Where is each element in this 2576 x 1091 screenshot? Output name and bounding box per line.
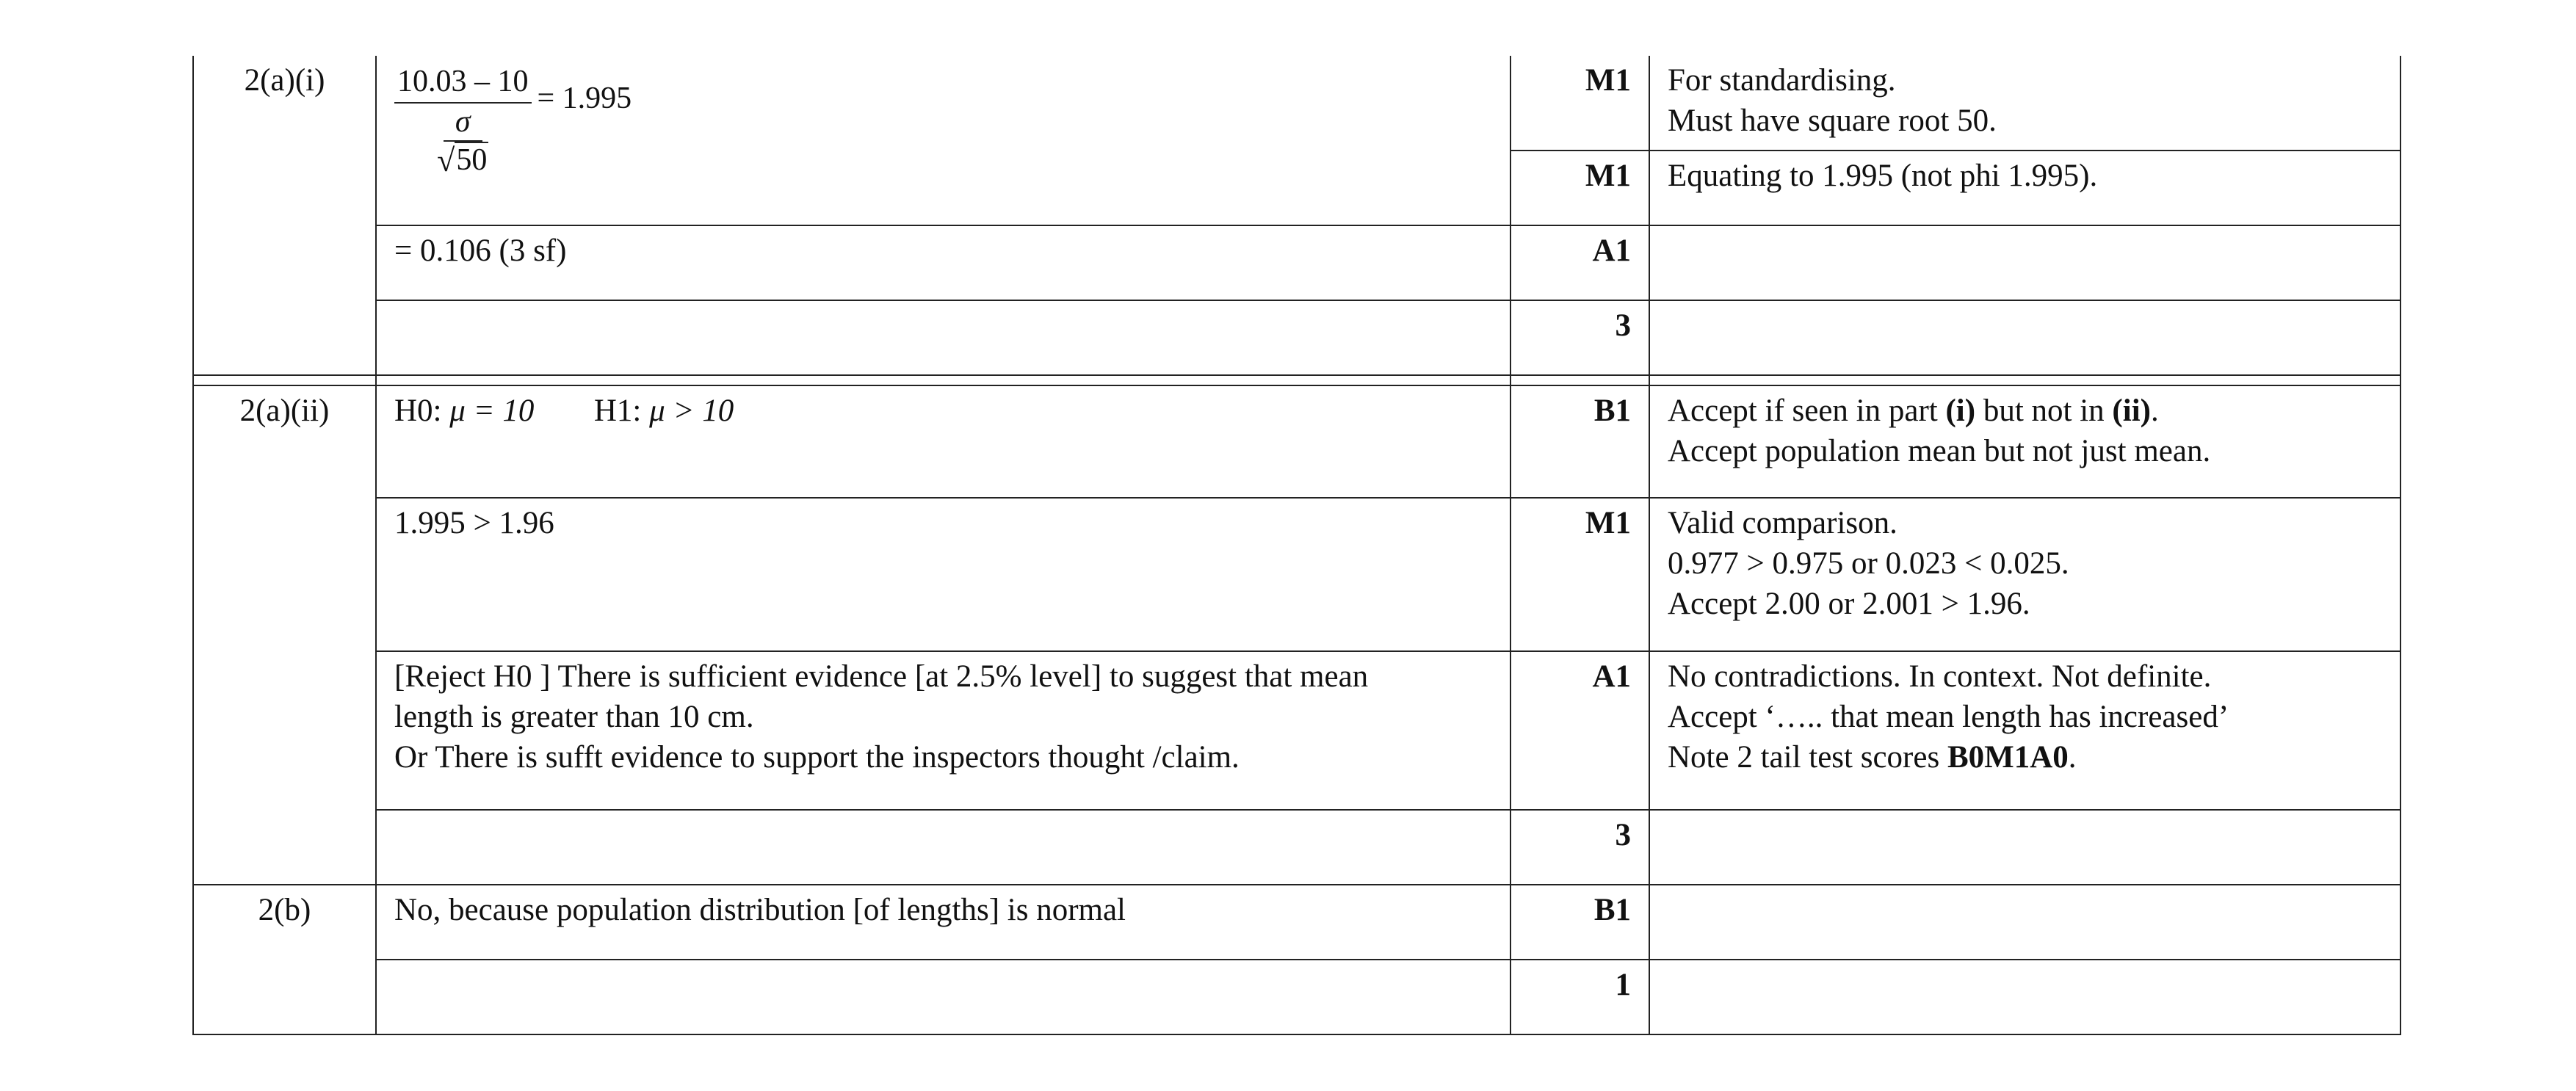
guidance-cell	[1649, 225, 2400, 300]
h0-expression: μ = 10	[449, 394, 535, 428]
guidance-cell	[1649, 651, 2400, 810]
radical-sign: √	[437, 142, 455, 179]
conclusion-text: Or There is sufft evidence to support the inspectors thought /claim.	[394, 740, 1240, 775]
guidance-text: No contradictions. In context. Not definite.	[1668, 659, 2212, 694]
working-text: No, because population distribution [of lengths] is normal	[376, 885, 1510, 960]
mark-code: A1	[1510, 651, 1649, 810]
table-row	[193, 810, 2400, 885]
conclusion-cell	[376, 651, 1510, 810]
square-root	[437, 142, 488, 177]
conclusion-text: length is greater than 10 cm.	[394, 700, 754, 735]
table-row	[193, 960, 2400, 1034]
hypotheses-cell	[376, 385, 1510, 498]
section-divider	[193, 375, 2400, 385]
guidance-cell	[1649, 960, 2400, 1034]
guidance-text: Accept population mean but not just mean.	[1668, 434, 2211, 469]
standardising-fraction	[394, 60, 632, 177]
question-number: 2(a)(ii)	[193, 385, 376, 885]
working-cell	[376, 300, 1510, 375]
guidance-text: Valid comparison.	[1668, 506, 1897, 540]
h1-expression: μ > 10	[649, 394, 734, 428]
guidance-cell	[1649, 385, 2400, 498]
guidance-text: Accept if seen in part (i) but not in (ii).	[1668, 394, 2159, 428]
table-row	[193, 300, 2400, 375]
table-row	[193, 56, 2400, 151]
mark-code: B1	[1510, 385, 1649, 498]
guidance-text: 0.977 > 0.975 or 0.023 < 0.025.	[1668, 546, 2069, 581]
h1-label: H1:	[593, 394, 642, 428]
mark-code: M1	[1510, 56, 1649, 151]
working-cell	[376, 56, 1510, 225]
sigma-symbol: σ	[444, 104, 482, 142]
h0-label: H0:	[394, 394, 442, 428]
mark-code: B1	[1510, 885, 1649, 960]
working-cell	[376, 960, 1510, 1034]
working-cell	[376, 810, 1510, 885]
mark-scheme-table	[192, 56, 2401, 1035]
guidance-text: Accept 2.00 or 2.001 > 1.96.	[1668, 587, 2030, 622]
table-row	[193, 385, 2400, 498]
table-row	[193, 498, 2400, 651]
radicand: 50	[456, 142, 488, 177]
question-number: 2(a)(i)	[193, 56, 376, 375]
table-row	[193, 885, 2400, 960]
guidance-cell	[1649, 300, 2400, 375]
guidance-text: Note 2 tail test scores B0M1A0.	[1668, 740, 2077, 775]
guidance-text: Accept ‘….. that mean length has increased’	[1668, 700, 2229, 735]
guidance-cell	[1649, 885, 2400, 960]
mark-total: 3	[1510, 810, 1649, 885]
mark-total: 3	[1510, 300, 1649, 375]
mark-code: M1	[1510, 151, 1649, 225]
working-text: 1.995 > 1.96	[376, 498, 1510, 651]
equals-value: = 1.995	[537, 81, 632, 115]
guidance-text: For standardising.	[1668, 63, 1896, 98]
guidance-text: Must have square root 50.	[1668, 104, 1997, 139]
guidance-cell	[1649, 498, 2400, 651]
question-number: 2(b)	[193, 885, 376, 1034]
mark-code: M1	[1510, 498, 1649, 651]
fraction-numerator: 10.03 – 10	[394, 62, 532, 104]
conclusion-text: [Reject H0 ] There is sufficient evidence [at 2.5% level] to suggest that mean	[394, 659, 1369, 694]
table-row	[193, 651, 2400, 810]
mark-scheme	[192, 56, 2400, 1035]
mark-code: A1	[1510, 225, 1649, 300]
working-text: = 0.106 (3 sf)	[376, 225, 1510, 300]
table-row	[193, 225, 2400, 300]
guidance-text: Equating to 1.995 (not phi 1.995).	[1649, 151, 2400, 225]
guidance-cell	[1649, 810, 2400, 885]
mark-total: 1	[1510, 960, 1649, 1034]
guidance-cell	[1649, 56, 2400, 151]
